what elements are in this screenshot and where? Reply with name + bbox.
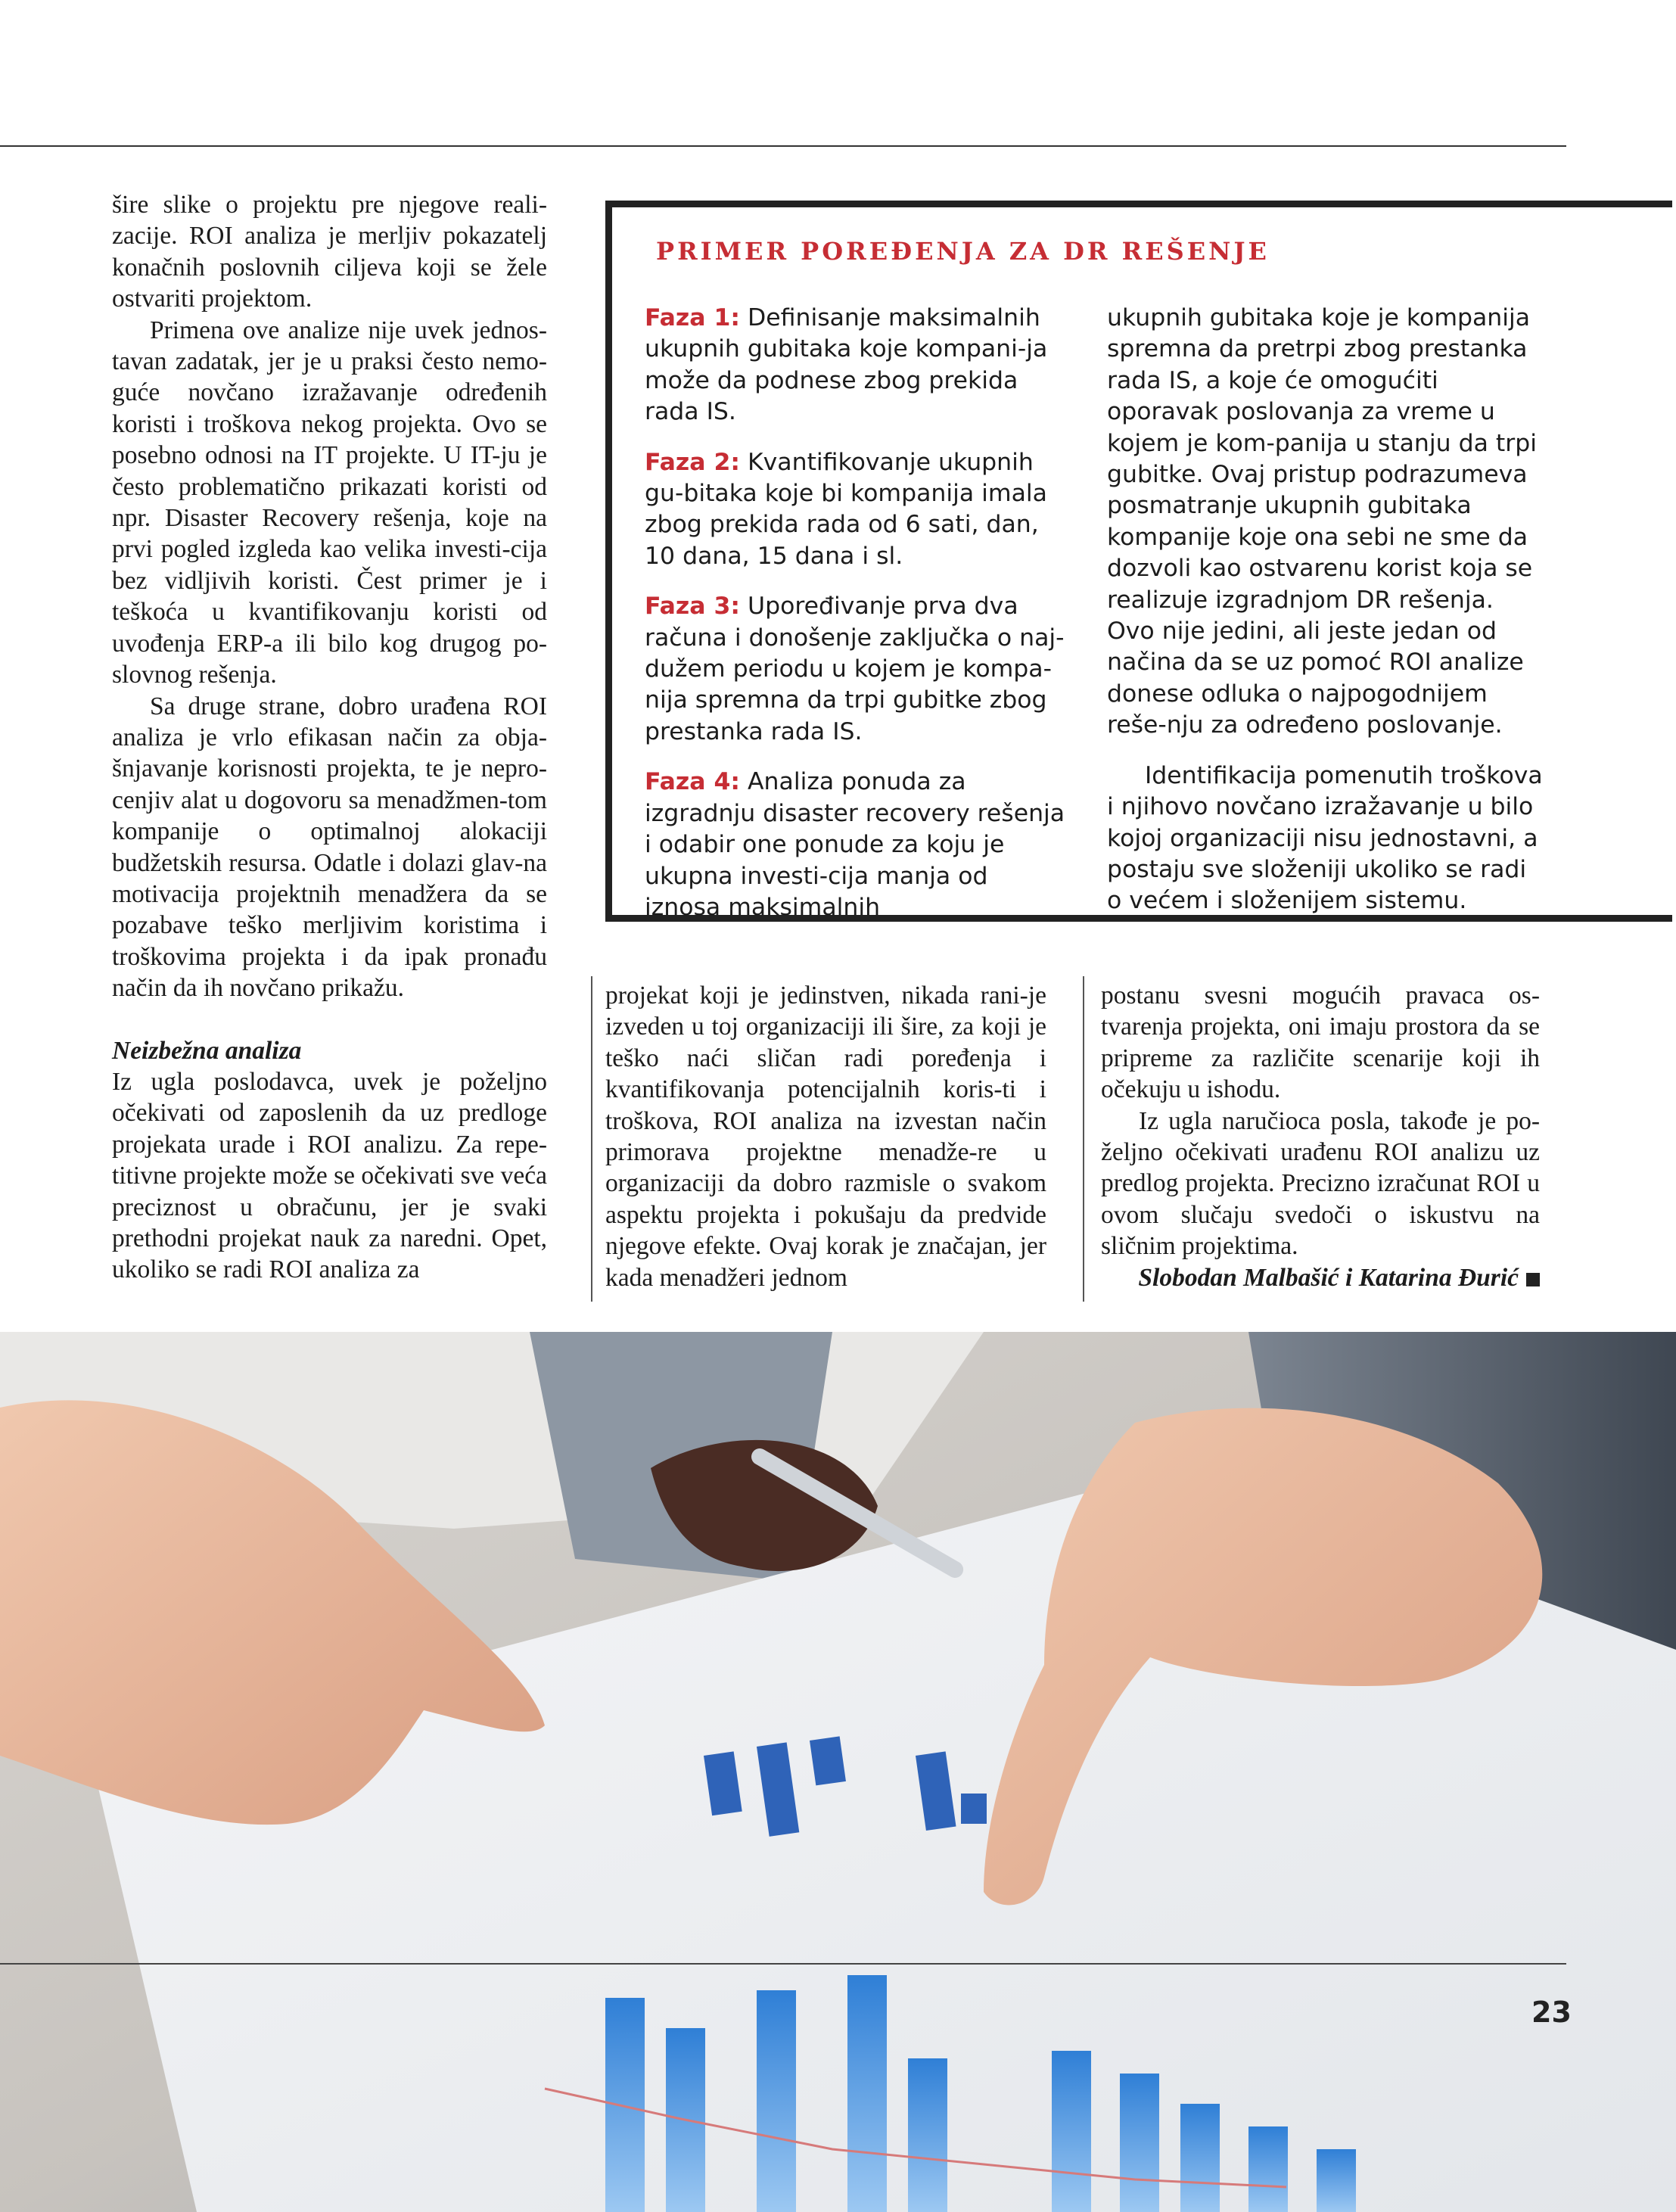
- faza-3: [645, 591, 1068, 748]
- box-right-paragraph-1: ukupnih gubitaka koje je kompanija spremna da pretrpi zbog prestanka rada IS, a koje će omogućiti oporavak poslovanja za vreme u kojem je kom-panija u stanju da trpi gubitke. Ovaj pristup podrazumeva posmatranje ukupnih gubitaka kompanije koje ona sebi ne sme da dozvoli kao ostvarenu korist koja se realizuje izgradnjom DR rešenja. Ovo nije jedini, ali jeste jedan od načina da se uz pomoć ROI analize donese odluka o najpogodnijem reše-nju za određeno poslovanje.: [1107, 304, 1537, 739]
- column-1: [112, 189, 547, 1286]
- faza-4: [645, 767, 1068, 923]
- col1-paragraph-1: šire slike o projektu pre njegove reali-zacije. ROI analiza je merljiv pokazatelj konačnih poslovnih ciljeva koji se žele ostvariti projektom.: [112, 191, 547, 313]
- faza-text: Definisanje maksimalnih ukupnih gubitaka koje kompani-ja može da podnese zbog prekida rada IS.: [645, 304, 1048, 426]
- faza-text: Upoređivanje prva dva računa i donošenje zaključka o naj-dužem periodu u kojem je kompa-nija spremna da trpi gubitke zbog prestanka rada IS.: [645, 593, 1065, 745]
- page-number: 23: [1531, 1996, 1572, 2029]
- col3-paragraph-1: postanu svesni mogućih pravaca os-tvarenja projekta, oni imaju prostora da se pripreme za različite scenarije koji ih očekuju u ishodu.: [1101, 982, 1540, 1104]
- section-heading: Neizbežna analiza: [112, 1036, 302, 1065]
- col1-paragraph-4: Iz ugla poslodavca, uvek je poželjno očekivati od zaposlenih da uz predloge projekata urade i ROI analizu. Za repe-titivne projekte može se očekivati sve veća preciznost u obračunu, jer je svaki prethodni projekat nauk za naredni. Opet, ukoliko se radi ROI analiza za: [112, 1067, 547, 1284]
- faza-label: Faza 2:: [645, 448, 740, 476]
- faza-text: Analiza ponuda za izgradnju disaster recovery rešenja i odabir one ponude za koju je ukupna investi-cija manja od iznosa maksimalnih: [645, 768, 1065, 921]
- bottom-rule: [0, 1963, 1566, 1965]
- top-rule: [0, 145, 1566, 147]
- col2-paragraph-1: projekat koji je jedinstven, nikada rani-je izveden u toj organizaciji ili šire, za koji je teško naći sličan radi poređenja i kvantifikovanja potencijalnih koris-ti i troškova, ROI analiza na izvestan način primorava projektne menadže-re u organizaciji da dobro razmisle o svakom aspektu projekta i pokušaju da predvide njegove efekte. Ovaj korak je značajan, jer kada menadžeri jednom: [605, 982, 1046, 1292]
- box-right-column: [1107, 303, 1546, 936]
- column-3: [1101, 980, 1540, 1293]
- faza-label: Faza 4:: [645, 768, 740, 796]
- column-2: [605, 980, 1046, 1293]
- faza-2: [645, 447, 1068, 573]
- column-divider-1: [591, 976, 592, 1302]
- faza-label: Faza 3:: [645, 593, 740, 621]
- photo-illustration: [0, 1332, 1676, 2212]
- faza-1: [645, 303, 1068, 428]
- box-title: PRIMER POREĐENJA ZA DR REŠENJE: [656, 237, 1270, 266]
- business-chart-photo: [0, 1332, 1676, 2212]
- author-line: [1101, 1262, 1540, 1293]
- column-divider-2: [1083, 976, 1084, 1302]
- col3-paragraph-2: Iz ugla naručioca posla, takođe je po-željno očekivati urađenu ROI analizu uz predlog projekta. Precizno izračunat ROI u ovom slučaju svedoči o iskustvu na sličnim projektima.: [1101, 1106, 1540, 1261]
- box-left-column: [645, 303, 1068, 942]
- col1-paragraph-3: Sa druge strane, dobro urađena ROI analiza je vrlo efikasan način za obja-šnjavanje korisnosti projekta, te je nepro-cenjiv alat u dogovoru sa menadžmen-tom kompanije o optimalnoj alokaciji budžetskih resursa. Odatle i dolazi glav-na motivacija projektnih menadžera da se pozabave teško merljivim koristima i troškovima projekta i da ipak pronađu način da ih novčano prikažu.: [112, 692, 547, 1003]
- end-mark-icon: [1526, 1273, 1540, 1286]
- faza-text: Kvantifikovanje ukupnih gu-bitaka koje bi kompanija imala zbog prekida rada od 6 sati, dan, 10 dana, 15 dana i sl.: [645, 448, 1047, 570]
- box-right-paragraph-2: Identifikacija pomenutih troškova i njihovo novčano izražavanje u bilo kojoj organizaciji nisu jednostavni, a postaju sve složeniji ukoliko se radi o većem i složenijem sistemu.: [1107, 761, 1543, 915]
- faza-label: Faza 1:: [645, 304, 740, 331]
- col1-paragraph-2: Primena ove analize nije uvek jednos-tavan zadatak, jer je u praksi često nemo-guće novčano izražavanje određenih koristi i troškova nekog projekta. Ovo se posebno odnosi na IT projekte. U IT-ju je često problematično prikazati koristi od npr. Disaster Recovery rešenja, koje na prvi pogled izgleda kao velika investi-cija bez vidljivih koristi. Čest primer je i teškoća u kvantifikovanju koristi od uvođenja ERP-a ili bilo kog drugog po-slovnog rešenja.: [112, 316, 547, 689]
- author: Slobodan Malbašić i Katarina Đurić: [1138, 1263, 1519, 1292]
